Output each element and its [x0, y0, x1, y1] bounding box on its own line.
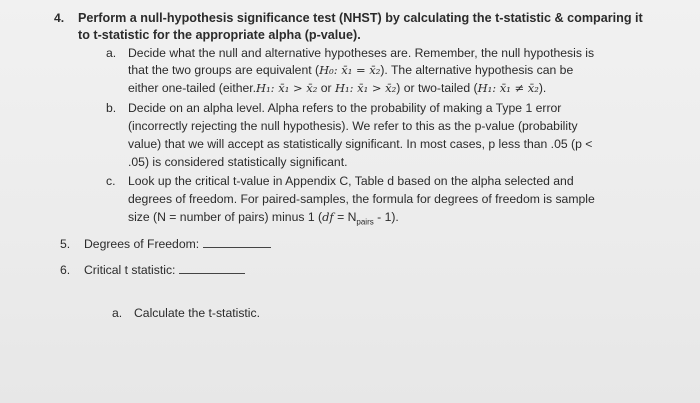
question-6	[84, 262, 245, 279]
null-hypothesis-formula: H₀: x̄₁ = x̄₂	[319, 63, 381, 77]
question-4-line-2: to t-statistic for the appropriate alpha (p-value).	[78, 28, 361, 42]
item-b-marker: b.	[106, 101, 117, 115]
item-c-line-3-post: - 1).	[373, 210, 399, 224]
item-c-line-3	[128, 209, 399, 230]
item-a-line-3	[128, 80, 546, 97]
question-6-number: 6.	[60, 263, 71, 277]
item-a-marker: a.	[106, 46, 117, 60]
df-symbol: df	[322, 210, 334, 224]
critical-t-statistic-label: Critical t statistic:	[84, 263, 176, 277]
item-b-line-3: value) that we will accept as statistically significant. In most cases, p less than .05 (p <	[128, 137, 593, 151]
question-5	[84, 236, 271, 253]
item-a-line-1: Decide what the null and alternative hypotheses are. Remember, the null hypothesis is	[128, 46, 595, 60]
item-b-line-1: Decide on an alpha level. Alpha refers to the probability of making a Type 1 error	[128, 101, 562, 115]
one-tailed-formula-1: H₁: x̄₁ > x̄₂	[256, 81, 318, 95]
degrees-of-freedom-label: Degrees of Freedom:	[84, 237, 200, 251]
question-4-line-1: Perform a null-hypothesis significance test (NHST) by calculating the t-statistic & comparing it	[78, 11, 643, 25]
item-b-line-2: (incorrectly rejecting the null hypothesis). We refer to this as the p-value (probability	[128, 119, 578, 133]
question-5-number: 5.	[60, 237, 71, 251]
item-a-line-3-mid: ) or two-tailed (	[396, 81, 478, 95]
item-c-line-3-eq: = N	[333, 210, 357, 224]
item-a-line-3-pre: either one-tailed (either.	[128, 81, 257, 95]
item-c-line-3-pre: size (N = number of pairs) minus 1 (	[128, 210, 323, 224]
item-a-line-2-pre: that the two groups are equivalent (	[128, 63, 320, 77]
calculate-marker: a.	[112, 306, 123, 320]
two-tailed-formula: H₁: x̄₁ ≠ x̄₂	[477, 81, 539, 95]
calculate-t-statistic-text: Calculate the t-statistic.	[134, 306, 260, 320]
item-c-line-2: degrees of freedom. For paired-samples, the formula for degrees of freedom is sample	[128, 192, 595, 206]
item-a-line-3-or: or	[317, 81, 335, 95]
one-tailed-formula-2: H₁: x̄₁ > x̄₂	[334, 81, 397, 95]
item-a-line-3-post: ).	[538, 81, 547, 95]
question-4-number: 4.	[54, 11, 65, 25]
item-a-line-2-post: ). The alternative hypothesis can be	[380, 63, 574, 77]
pairs-subscript: pairs	[356, 217, 374, 227]
item-c-line-1: Look up the critical t-value in Appendix C, Table d based on the alpha selected and	[128, 174, 574, 188]
item-c-marker: c.	[106, 174, 116, 188]
item-a-line-2	[128, 62, 573, 79]
item-b-line-4: .05) is considered statistically significant.	[128, 155, 348, 169]
critical-t-statistic-blank[interactable]	[179, 263, 245, 274]
degrees-of-freedom-blank[interactable]	[203, 237, 271, 248]
